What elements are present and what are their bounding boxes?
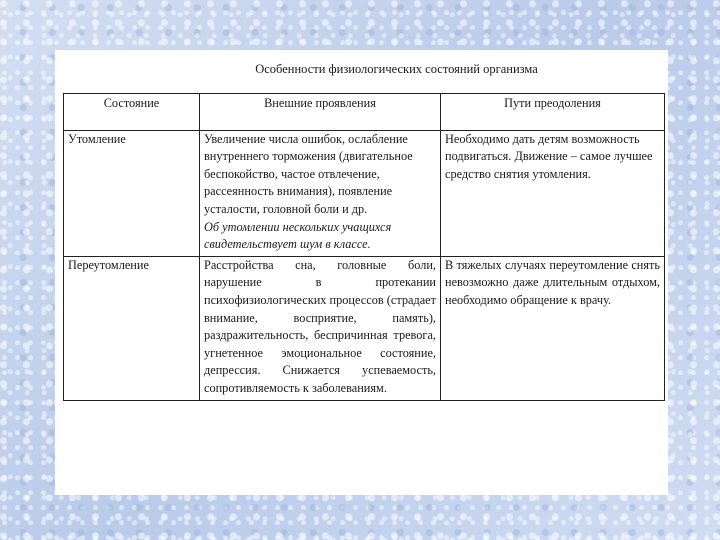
states-table [63, 93, 665, 401]
table-title: Особенности физиологических состояний организма [255, 62, 538, 76]
cell-signs: Расстройства сна, головные боли, нарушение в протекании психофизиологических процессов (страдает внимание, восприятие, память), раздражительность, беспричинная тревога, угнетенное эмоциональное состояние, депрессия. Снижается успеваемость, сопротивляемость к заболеваниям. [200, 256, 441, 400]
document-sheet [55, 50, 668, 495]
table-header-row [64, 94, 665, 131]
signs-text: Увеличение числа ошибок, ослабление внутреннего торможения (двигательное беспокойство, частое отвлечение, рассеянность внимания), появление усталости, головной боли и др. [204, 131, 413, 216]
cell-remedy: В тяжелых случаях переутомление снять невозможно даже длительным отдыхом, необходимо обращение к врачу. [441, 256, 665, 400]
header-remedy: Пути преодоления [441, 94, 665, 131]
cell-state: Утомление [64, 130, 200, 256]
header-state: Состояние [64, 94, 200, 131]
cell-remedy: Необходимо дать детям возможность подвигаться. Движение – самое лучшее средство снятия утомления. [441, 130, 665, 256]
table-row [64, 130, 665, 256]
cell-state: Переутомление [64, 256, 200, 400]
cell-signs [200, 130, 441, 256]
signs-note: Об утомлении нескольких учащихся свидетельствует шум в классе. [204, 219, 392, 252]
header-signs: Внешние проявления [200, 94, 441, 131]
table-row [64, 256, 665, 400]
